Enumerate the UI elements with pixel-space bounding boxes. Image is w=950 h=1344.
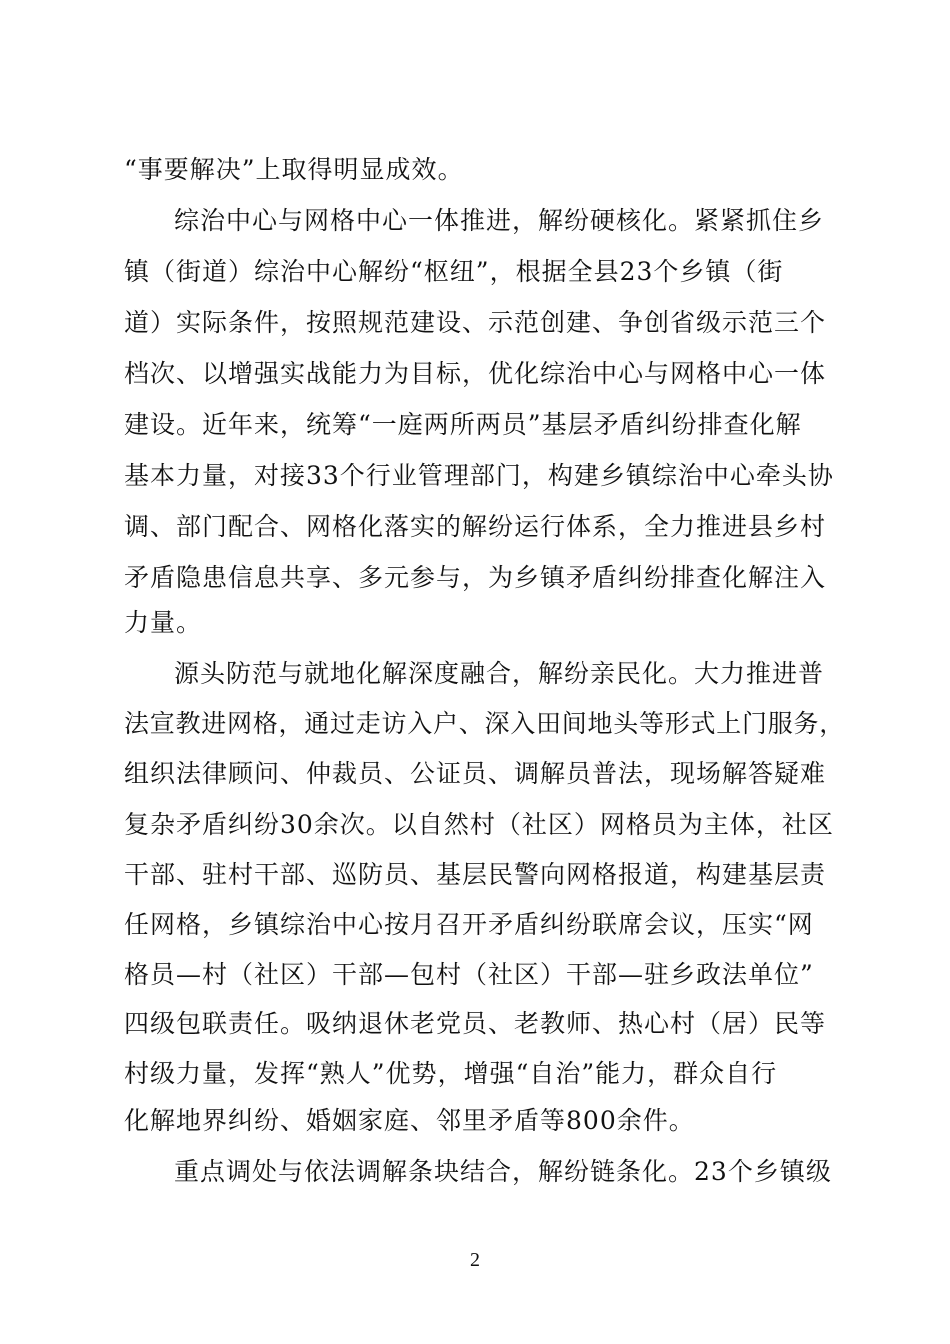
- paragraph-first-line: 源头防范与就地化解深度融合，解纷亲民化。大力推进普: [174, 659, 825, 688]
- text-line: 组织法律顾问、仲裁员、公证员、调解员普法，现场解答疑难: [124, 759, 827, 788]
- text-line: 法宣教进网格，通过走访入户、深入田间地头等形式上门服务，: [124, 709, 846, 738]
- text-line: 基本力量，对接33个行业管理部门，构建乡镇综治中心牵头协: [124, 461, 834, 490]
- text-line: 村级力量，发挥“熟人”优势，增强“自治”能力，群众自行: [124, 1059, 778, 1088]
- paragraph-first-line: 重点调处与依法调解条块结合，解纷链条化。23个乡镇级: [174, 1157, 832, 1186]
- text-line: 任网格，乡镇综治中心按月召开矛盾纠纷联席会议，压实“网: [124, 910, 814, 939]
- page-number: 2: [470, 1249, 480, 1271]
- text-line: 镇（街道）综治中心解纷“枢纽”，根据全县23个乡镇（街: [124, 257, 784, 286]
- paragraph-first-line: 综治中心与网格中心一体推进，解纷硬核化。紧紧抓住乡: [174, 206, 825, 235]
- text-line: 力量。: [124, 608, 203, 637]
- text-line: 档次、以增强实战能力为目标，优化综治中心与网格中心一体: [124, 359, 827, 388]
- text-line: 化解地界纠纷、婚姻家庭、邻里矛盾等800余件。: [124, 1106, 695, 1135]
- text-line: 四级包联责任。吸纳退休老党员、老教师、热心村（居）民等: [124, 1009, 827, 1038]
- text-line: 复杂矛盾纠纷30余次。以自然村（社区）网格员为主体，社区: [124, 810, 834, 839]
- text-line: 干部、驻村干部、巡防员、基层民警向网格报道，构建基层责: [124, 860, 827, 889]
- text-line: 道）实际条件，按照规范建设、示范创建、争创省级示范三个: [124, 308, 827, 337]
- text-line: 格员—村（社区）干部—包村（社区）干部—驻乡政法单位”: [124, 960, 814, 989]
- text-line: 矛盾隐患信息共享、多元参与，为乡镇矛盾纠纷排查化解注入: [124, 563, 827, 592]
- text-line: 调、部门配合、网格化落实的解纷运行体系，全力推进县乡村: [124, 512, 827, 541]
- text-line: 建设。近年来，统筹“一庭两所两员”基层矛盾纠纷排查化解: [124, 410, 802, 439]
- text-line: “事要解决”上取得明显成效。: [124, 155, 464, 184]
